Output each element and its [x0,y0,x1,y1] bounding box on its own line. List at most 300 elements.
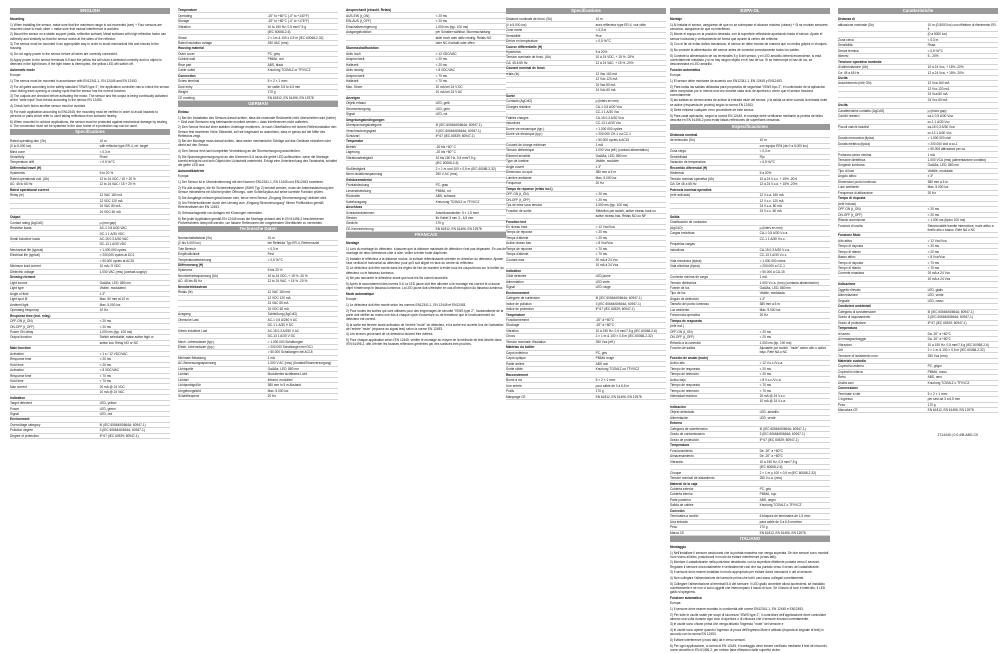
spec-value: CA-15 0,3 A/30 Vca [596,115,666,120]
spec-label: Power [10,406,100,411]
spec-label: Condizioni ambientali [838,304,928,309]
paragraph-heading: Einbau [178,109,189,114]
spec-label: Target detected [10,400,100,405]
spec-value: -20° à +60°C [596,317,666,322]
spec-value: con equipo ER4 (de 0 a 5.000 lux) [760,143,830,148]
spec-value: 20 Hz [268,394,338,399]
spec-value: 12 a 24 Vca, + 15% -20% [928,70,998,75]
paragraph: 1) Bei der Installation des Sensors darauf achten, dass die maximale Reichweite nicht überschritten wird (siehe) + Sind zwei Sensoren eng beieinander montiert werden = dass Interferenzen nicht auftreten. [178,115,336,124]
spec-label: Alimentación [670,415,760,420]
paragraph: 2) Monte el equipo en la posición deseada, con la superficie reflectante apuntando hacia el sensor. Ajuste el sensor horizontal y verticalmente de forma que apunte al centro del reflector. [670,32,823,41]
spec-value: Kreuzung TC0MLZ or TFVVCZ [436,199,506,204]
spec-label: Tensión nominal operativa (Ub) [670,176,760,181]
spec-label: Portanza carico minima [838,152,928,157]
spec-value: 5 bis 20 % [268,268,338,273]
spec-label: Nennbetriebsspannung (Ub) [178,273,268,278]
spec-value: > 1.000.000 cycles [596,126,666,131]
specifications-header: Caratteristiche [838,8,998,14]
spec-label: Tempo di ritardo [838,265,928,270]
column-4 [506,8,666,400]
spec-label: Pollution degree [10,428,100,433]
spec-label: Verschmutzungsgrad [346,128,436,133]
spec-value: > 12 V.c.c./V.c.a. [760,361,830,366]
spec-label: Température [506,312,596,317]
spec-label: Tiempo de respuesta [670,366,760,371]
spec-label: Schutzart [346,133,436,138]
paragraph-heading: Mounting [10,17,25,21]
spec-value: GaAlAs, LED, 880 nm [596,153,666,158]
spec-value: 20 mA @ 24 V.c.c. [760,393,830,398]
spec-label: Alimentation [506,279,596,284]
spec-label: Tempo di risposta [838,243,928,248]
spec-value: 10 a 150 Hz, 0,5 mm/7,5 g [760,459,830,464]
spec-value: IP 67 (IEC 60529; 60947-1) [596,306,666,311]
spec-label: Connection [178,73,268,78]
spec-label: Coperchio interno [838,369,928,374]
spec-label: Tiempo de respuesta [670,382,760,387]
spec-label: Cargas resistivas [670,231,760,236]
spec-value: 20 mA bei 24 V DC [436,84,506,89]
paragraph: 5) Evitare interferenze (cross talk) da e verso sensori. [670,637,746,642]
spec-value: < 70 ms [436,73,506,78]
spec-value: Knurlung TC0MLZ o TFVVCZ [760,503,830,508]
spec-label: (AgCdO) [670,225,760,230]
spec-label: Basso attivo [838,254,928,259]
spec-label: Umgebungslicht [178,388,268,393]
spec-value: 1,000 VAC (rms) (contact-supply) [100,269,170,274]
spec-label: Capot optique [506,356,596,361]
spec-label: Ambient light [10,302,100,307]
spec-label: Anschluss [346,204,436,209]
spec-label: Tps de mise sous tension [506,202,596,207]
spec-label: Lichtquelle [178,366,268,371]
spec-value: LED, verde [760,415,830,420]
spec-value: LED, rosso [928,298,998,303]
spec-label: Ansprechzeit (einschl. Relais) [346,8,436,13]
spec-value: CC-1 1 A/30 Vcc [596,109,666,114]
spec-label: Vibration [178,24,268,29]
spec-value: < 8 Vcc/Vca [928,254,998,259]
paragraph: 3) Le détecteur doit être monté dans les règles de l'art de manière à éviter tous les coups/chocs sur le boîtier du détecteur ou le faisceau lumineux. [346,266,504,275]
spec-value: LED, gelb [436,100,506,105]
spec-label: ON-OFF (t_OFF) [670,335,760,340]
paragraph: 4) Um Fehlerfunktionen durch den Umweg zum „Eingang Stromversorgung“ führen Prüffunktion gemäß Referenzlisten der EN 12453. [178,201,324,210]
spec-label: Capot extérieur [506,350,596,355]
spec-value: 5 a 20% [760,170,830,175]
spec-value: LED rouge [596,284,666,289]
spec-value: < 8 V.c.c./V.c.a. [760,377,830,382]
spec-label: Coperchio esterno [838,364,928,369]
spec-value: < 20 ms [100,324,170,329]
spec-label: Relay (Ie) [10,193,100,198]
spec-label: Aktiv hoch [346,51,436,56]
spec-label: Minimum load current [10,264,100,269]
spec-label: Conexión [670,508,760,513]
paragraph: 1) Lors du montage du détecteur, s'assurer que la distance maximale de détection n'est pas dépassée. En cas de montage de deux détecteurs côte à côte, veiller à éviter toute diaphonie. [346,246,506,255]
spec-value: CA-1 0,5 A/30 Vca [596,104,666,109]
spec-label: Piccoli carichi induttivi [838,125,928,130]
spec-label: EIN-AUS (t_OFF) [346,18,436,23]
spec-label: Umgebungsbedingungen [346,117,436,122]
spec-value: 12 Vcc 120 mA [928,86,998,91]
spec-label: Tote Bereich [178,246,268,251]
spec-label: Charges résistive [506,104,596,109]
spec-value: 2 × 1m & 100 x 0.5 m (IEC 60068-2-32) [268,35,338,40]
paragraph: 5) Apply power to the sensor terminals 5-5 and the yellow led will show a detected correctly and no object is detected in the light beam. If the light beam is interrupted, the yellow LED will switch off. [10,57,162,66]
spec-value: Max. 5.000 lux [596,175,666,180]
spec-value: < 0,5 %/°C [596,38,666,43]
spec-label: Vibration [506,328,596,333]
spec-label: Indice de pollution [506,301,596,306]
spec-label: Temps de réponse [506,246,596,251]
column-1 [10,8,170,439]
spec-label: Sensibilità [838,42,928,47]
spec-value: CC-13 1 A/30 Vcc [596,120,666,125]
spec-value: Max. 5,000 lux [100,302,170,307]
spec-label: Connessione [838,386,928,391]
spec-value: 10 mA à 24 Vca [596,263,666,268]
spec-value: ca-1 0,5 A/30 Vca [928,114,998,119]
spec-table [670,133,830,421]
spec-label: Deriva termica [838,48,928,53]
spec-label: OFF-ON (t_ON) [670,329,760,334]
spec-value: 12 VAC 160 mA [268,290,338,295]
paragraph: 5) Die Spannungsversorgung ist an den Klemmen 5-6 muss die gelbe LED aufleuchten, wenn die Montage korrekt erfolgt ist und kein Objekt den Lichtstrahl unterbricht. Erfolgt eine Unterbrechung des Taststrahls, schaltet die gelbe LED aus. [178,154,337,167]
spec-label: Response time (incl. relay) [10,313,100,318]
spec-value: 24 Vac 80 mA [596,82,666,87]
spec-label: Salida de cables [670,503,760,508]
spec-value: IP 67 (IEC 60529; 60947-1) [928,320,998,325]
spec-label: Dielectric voltage [10,269,100,274]
spec-value: Fijo [760,154,830,159]
paragraph: 2) Mount the sensor on a stable support (walls, reflective surface) Metal surfaces with high reflection factor can indirectly and similarly so that the sensor works at the sides of the reflector. [10,32,167,41]
spec-value: 250 Vca (rms) [928,353,998,358]
spec-label: Alto attivo [838,238,928,243]
spec-value: < 70 ms [596,252,666,257]
spec-value: PMMA, rot [436,188,506,193]
spec-value: Max. 5.000 lux [928,185,998,190]
spec-label: Fuente de luz [670,285,760,290]
spec-label: Urti [838,347,928,352]
spec-value: 12 Vac 160 mA [596,71,666,76]
spec-label: di immagazzinaggio [838,336,928,341]
spec-label: Materiale custodia [838,358,928,363]
spec-row [670,415,830,420]
spec-label: Durata meccanica (tipica) [838,135,928,140]
paragraph: 4) Non collegare l'alimentazione del sensore prima che tutti i cavi siano collegati correttamente. [670,575,805,580]
paragraph: 2) Para todas las salidas utilizadas para propósitos de seguridad "ISWS tipo 2", el controlador de la aplicación debe comprobar por lo menos una vez durante cada ciclo de apertura o cierre que el sensor funciona correctamente. [670,84,826,97]
spec-value: 24 Vca 80 mA [928,92,998,97]
spec-label: Elément sensible [506,153,596,158]
spec-value: LED, verde [928,293,998,298]
spec-table [178,8,338,101]
spec-label: Tamaño del punto luminoso [670,302,760,307]
paragraph: 4) Den Sensor erst nach kompletter Verdrahtung an die Stromversorgung anschließen. [178,149,301,154]
spec-label: Tensión nominal de aislamiento [670,475,760,480]
spec-value: Anschlussstecker, 5 × 1,5 mm² [436,210,506,215]
spec-label: inductivas [670,247,760,252]
spec-value: 10 mA @ 24 VAC [100,389,170,394]
spec-value: 1.000 ms (typ. 100 ms) [436,24,506,29]
spec-value: Visible, modulated [100,286,170,291]
spec-value: μ (micro gap) [928,108,998,113]
spec-value: μ (mm gap) [100,220,170,225]
section-header: GERMAN [178,101,338,107]
column-5 [670,8,830,653]
spec-value: 2 × 1 m y 100 × 0,5 m (IEC 60068-2-32) [760,470,830,475]
spec-label: Durée vie électrique (typ.) [506,131,596,136]
spec-label: Tension nominale de fonct. (Ub) [506,55,596,60]
spec-value: 1,000 ms (typ. 100 ms) [100,329,170,334]
spec-value: 3 (IEC 60664/60664A; 60947-1) [760,432,830,437]
paragraph: 3) Bei der Montage muss darauf achten, dass weder mechanische Schläge auf das Gehäuse einwirken oder direkt auf den Sensor. [178,139,331,148]
spec-value: 12 VAC 160 mA [100,193,170,198]
paragraph: 2) Pour toutes les sorties qui sont utilisées pour des engrenages de sécurité "ISWS type 2", l'automatisme de la porte doit vérifier au moins une fois à chaque cycle d'ouverture ou de fermeture que le fonctionnement du détecteur est correct. [346,308,504,321]
spec-label: Kleine induktive Last [178,328,268,333]
spec-value: < 70 ms [928,265,998,270]
spec-label: Indicazione [838,282,928,287]
spec-label: Minimale Belastung [178,355,268,360]
spec-value: > 1.000.000 Schaltungen [268,339,338,344]
spec-label: Angolo attivo [838,174,928,179]
spec-label: Tensión dieléctrica [670,280,760,285]
spec-value: LED verte [596,279,666,284]
spec-value: > 12 VDC/VAC [436,51,506,56]
spec-label: Vida mecánica (típica) [670,258,760,263]
spec-value: < 70 ms [100,373,170,378]
spec-value: (IEC 60068-2-6) [760,464,830,469]
spec-label: Marcatura CE [838,408,928,413]
paragraph: 3) Die Ausgänge müssen geschlossen sein, bevor beim Sensor „Eingang Stromversorgung“ aktiviert wird. [178,195,327,200]
spec-label: Mechanical life (typical) [10,247,100,252]
spec-label: Dimension du spot [506,170,596,175]
spec-value: AC-15 0,3 A/250 V AC [268,328,338,333]
spec-value: 3 (IEC 60664/60664A; 60947-1) [436,128,506,133]
spec-label: Stockage [506,323,596,328]
spec-label: Distanza di [838,17,928,22]
spec-value: 10 a 24 V.c.c. + 15% -20% [760,176,830,181]
spec-label: Hold time [10,379,100,384]
spec-value: > 1,000,000 cycles [100,247,170,252]
spec-value: 380 mm in 5 m Abstand [268,383,338,388]
spec-label: Tension diélectrique [506,148,596,153]
spec-label: OFF-ON (t_ON) [838,207,928,212]
spec-value: 24 VAC 80 mA [268,301,338,306]
spec-value: < 20 ms [928,249,998,254]
spec-label: Retro [838,375,928,380]
spec-value: Knurlung TC0MLZ or TFVVCZ [268,68,338,73]
spec-value: < 70 ms [436,79,506,84]
spec-label: Temperatura [670,443,760,448]
spec-value: > 1.000.000 cicli [928,135,998,140]
spec-label: Uscita cavi [838,380,928,385]
spec-label: Courant nominal de fonct. [506,66,596,71]
spec-label: Sensibilidad [670,154,760,159]
spec-value: 20 mA à 24 Vcc [596,257,666,262]
spec-label: Funcionamiento [670,448,760,453]
spec-label: Alimentazione [838,293,928,298]
spec-value: > 1.000.000 ciclos [760,258,830,263]
spec-value: 10 mA / 5 VDC [100,264,170,269]
spec-value: > 50.000 attivazioni per ca [928,146,998,151]
spec-value: 12 to 24 VAC / 15 + 20 % [100,182,170,187]
spec-label: Lagerung [346,150,436,155]
spec-label: Categoría de sobretensión [670,426,760,431]
paragraph-heading: Mode automatique [346,291,375,296]
spec-label: Stummschaltfunktion [346,46,436,51]
spec-value: 1 mA [268,355,338,360]
spec-row [10,433,170,438]
spec-label: Temperatura [838,325,928,330]
spec-label: Angle of field [10,291,100,296]
spec-label: Fonctionnement [506,317,596,322]
paragraph: 5) Collegare l'alimentazione ai terminali 5-6 del sensore: il LED giallo dovrebbe allora accendersi, se installato correttamente e se non ci sono oggetti che interrompano il fascio di luce. Se il fascio di luce è interrotto, il LED giallo si spegnerà. [670,581,826,594]
spec-value: < 0,3 m [596,27,666,32]
spec-value: > 200.000 CH-1 ou CC-1 [596,131,666,136]
spec-value: 24 VAC 80 mA [100,204,170,209]
spec-value: 24 V.c.c. 60 mA [760,209,830,214]
spec-label: Temps de réponse (relais incl.) [506,186,596,191]
spec-value: Knurlung TC0MLZ ou TFVVCZ [596,367,666,372]
spec-label: Material de la caja [670,481,760,486]
spec-value: μ (interv.en mm) [596,99,666,104]
spec-value: Fissa [928,42,998,47]
paragraph: 3) The outputs are checked before activating the motor. The sensor and the output is being continually activated at the "wide input" that checks according to the sensor EN 12453. [10,94,168,103]
paragraph: 4) Debe evitarse cualquier error procedente de este sensor. [670,108,755,113]
spec-label: Hystérésis [506,49,596,54]
spec-label: Resistive loads [10,225,100,230]
paragraph-heading: Función automática [670,67,701,72]
spec-label: Tempo di ritardo [838,249,928,254]
spec-label: Tensione dielettrica [838,157,928,162]
spec-value: 170 g [596,388,666,393]
spec-table [178,235,338,399]
spec-value: LED, giallo [928,287,998,292]
spec-value: LED, grün [436,106,506,111]
spec-value: > 12 Vcc/Vca [596,224,666,229]
spec-value: 20 mA a 24 Vcc [928,271,998,276]
spec-value: < 1 s / 12 VDC/VAC [100,351,170,356]
spec-value: 1.000 V.c.a. (rms) (contacto-alimentación) [760,280,830,285]
spec-value: 1.000 Vca (eff.) (contact-alimentation) [596,148,666,153]
spec-value: DC-1 1 A/30 V DC [268,322,338,327]
spec-value: (IEC 60068-2-6) [268,29,338,34]
spec-label: Variación de temperatura [670,160,760,165]
spec-label: Zone morte [506,27,596,32]
spec-label: Caratteristiche contatto (AgCdO) [838,108,928,113]
spec-value: > 200.000 a CC-1 [760,263,830,268]
spec-label: Fréquence [506,181,596,186]
spec-label: relais (Ie) [506,71,596,76]
spec-label: Courant max [506,257,596,262]
spec-label: Ca: 45 a 65 Hz [838,70,928,75]
spec-label: Output function [10,335,100,340]
spec-label: Potencia nominal operativa [670,187,760,192]
spec-label: Activation [10,351,100,356]
spec-label: Función de anular (mute) [670,355,760,360]
spec-value: 24 V.c.a. 80 mA [760,203,830,208]
spec-label: Almacenamiento [670,453,760,458]
spec-label: Choque [670,470,760,475]
spec-value: 1 mA [928,152,998,157]
spec-label: (0 à 5,000 lux) [506,22,596,27]
spec-value: 2 × 1 m und 100 × 0,5 m (IEC 60068-2-32) [436,166,506,171]
spec-label: Ansprechzeit [346,73,436,78]
spec-value: Moduliertes sichtbares Licht [268,372,338,377]
spec-value: 5 × 2 × 1 mm² [928,391,998,396]
spec-value: 5 to 20 % [100,171,170,176]
spec-row [838,408,998,413]
spec-label: di alimentazione (Ub) [838,64,928,69]
spec-value: < 20 ms [928,207,998,212]
spec-label: Nenn-Isolationsspannung [346,172,436,177]
section-header: FRANCAIS [346,232,506,238]
spec-label: Nennschaltabstand (Sn) [178,235,268,240]
spec-value: 250 V AC (rms) [436,172,506,177]
spec-label: Light source [10,280,100,285]
spec-label: Peso [670,525,760,530]
spec-label: Distancia nominal [670,133,760,138]
spec-value: PC, grey [268,51,338,56]
spec-value: ± 3° [596,164,666,169]
spec-label: Peso [838,402,928,407]
spec-label: Cable outlet [178,68,268,73]
spec-value: < 70 ms [760,382,830,387]
spec-label: Retardo a la conexión [670,340,760,345]
spec-label: Poids [506,388,596,393]
spec-value: ABS noir [596,361,666,366]
paragraph: 3) las salidas se cierran antes de activar la entrada mute del sensor, y la salida se abre cuando la entrada mute se active (respuesta de prueba) según la norma EN 12453. [670,98,828,107]
spec-value: EN 61812, EN 61496, EN 12978 [928,408,998,413]
spec-value: DC-1 1 A/30 VDC [100,231,170,236]
spec-label: Housing material [178,46,268,51]
spec-value: bei Reflektor Typ ER-4, Referenzziel [268,240,338,245]
spec-value: Max. 50 mm at 10 m [100,296,170,301]
spec-label: Une entrée [506,383,596,388]
spec-value: 12 VDC 120 mA [100,198,170,203]
spec-label: Matériau du boîtier [506,345,596,350]
spec-label: Grado de contaminación [670,432,760,437]
spec-value: LED, red [100,411,170,416]
spec-label: Marquage CE [506,394,596,399]
paragraph: 5) Para cada aplicación, según la norma EN 12445, el montaje debe verificarse mediante la prueba de fallos descrita en EN 61496-2 para evitar falsas reflexiones de superficies cercanas. [670,113,823,122]
spec-value: III (IEC 60664/60664A; 60947-1) [436,122,506,127]
paragraph: 1) Al instalar el sensor, asegúrese de que no se sobrepase el alcance máximo (véase) + Si se montan sensores cercanos, asegúrese de que no interfieran. [670,22,828,31]
spec-value: 12 VDC 120 mA [268,295,338,300]
spec-label: Stecker [346,215,436,220]
spec-value: 10 m [100,138,170,143]
spec-label: ON-OFF (t_OFF) [10,324,100,329]
spec-value: LED, amarillo [760,410,830,415]
spec-label: CE marking [178,95,268,100]
spec-label: Funzioni di uscita [838,223,928,233]
spec-label: Rated insulation voltage [178,40,268,45]
spec-value: 12 Vdc 120 mA [596,77,666,82]
spec-value: aktiv hoch oder aktiv niedrig. Relais NO [436,35,506,40]
spec-label: Activo alto [670,361,760,366]
spec-label: Relais (Ie) [178,290,268,295]
spec-value: ABS, nero [928,375,998,380]
spec-label: Max current [10,384,100,389]
spec-value: ABS, negro [760,497,830,502]
spec-value: 170 g [268,90,338,95]
spec-label: Contacts (AgCdO) [506,99,596,104]
paragraph: 1) When installing the sensor, make sure that the maximum range is not exceeded (see) + Four sensors are mounted close to each other = make sure that mutual interference is avoided. [10,22,162,31]
spec-value: 5 à 20% [596,49,666,54]
spec-label: Entorno [670,421,760,426]
spec-label: Type de lumière [506,159,596,164]
spec-label: Ohmsche Last [178,317,268,322]
